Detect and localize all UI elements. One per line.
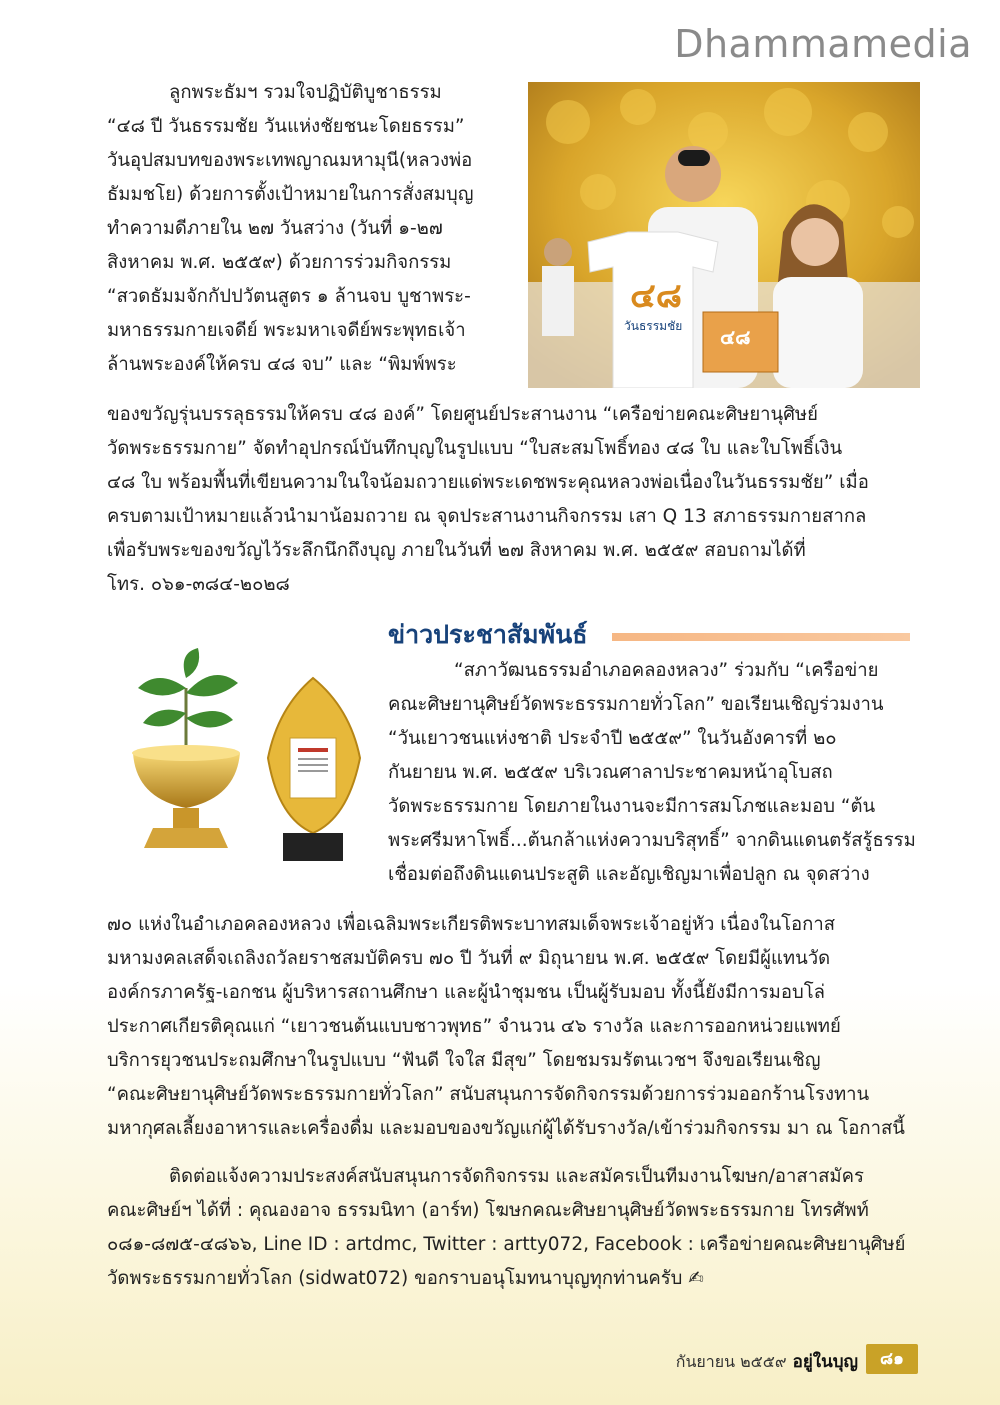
text-line: มหามงคลเสด็จเถลิงถวัลยราชสมบัติครบ ๗๐ ปี วันที่ ๙ มิถุนายน พ.ศ. ๒๕๕๙ โดยมีผู้แทนวัด: [107, 948, 831, 969]
text-line: มหาธรรมกายเจดีย์ พระมหาเจดีย์พระพุทธเจ้า: [107, 320, 466, 341]
magazine-brand: Dhammamedia: [674, 22, 972, 66]
text-line: บริการยุวชนประถมศึกษาในรูปแบบ “ฟันดี ใจใส มีสุข” โดยชมรมรัตนเวชฯ จึงขอเรียนเชิญ: [107, 1050, 821, 1071]
bodhi-tree-and-plaque-photo: [128, 648, 378, 868]
text-line: “คณะศิษยานุศิษย์วัดพระธรรมกายทั่วโลก” สนับสนุนการจัดกิจกรรมด้วยการร่วมออกร้านโรงทาน: [107, 1084, 870, 1105]
text-line: ๗๐ แห่งในอำเภอคลองหลวง เพื่อเฉลิมพระเกียรติพระบาทสมเด็จพระเจ้าอยู่หัว เนื่องในโอกาส: [107, 914, 836, 935]
paragraph-announcement-continued: [107, 908, 919, 1146]
shirt-number: ๔๘: [630, 276, 682, 316]
text-line: ทำความดีภายใน ๒๗ วันสว่าง (วันที่ ๑-๒๗: [107, 218, 443, 239]
text-line: ธัมมชโย) ด้วยการตั้งเป้าหมายในการสั่งสมบุญ: [107, 184, 474, 205]
text-line: ๐๘๑-๘๗๕-๔๘๖๖, Line ID : artdmc, Twitter : artty072, Facebook : เครือข่ายคณะศิษยานุศิษย์: [107, 1234, 906, 1255]
text-line: ลูกพระธัมฯ รวมใจปฏิบัติบูชาธรรม: [169, 82, 442, 103]
bodhi-tree-illustration: [128, 648, 378, 868]
text-line: “๔๘ ปี วันธรรมชัย วันแห่งชัยชนะโดยธรรม”: [107, 116, 465, 137]
section-heading: ข่าวประชาสัมพันธ์: [388, 620, 588, 649]
footer-date: กันยายน ๒๕๕๙: [675, 1352, 787, 1371]
text-line: “สภาวัฒนธรรมอำเภอคลองหลวง” ร่วมกับ “เครือข่าย: [454, 660, 879, 681]
footer-issue: [676, 1348, 858, 1375]
text-line: ๔๘ ใบ พร้อมพื้นที่เขียนความในใจน้อมถวายแด่พระเดชพระคุณหลวงพ่อเนื่องในวันธรรมชัย” เมื่อ: [107, 472, 869, 493]
text-line: วัดพระธรรมกาย” จัดทำอุปกรณ์บันทึกบุญในรูปแบบ “ใบสะสมโพธิ์ทอง ๔๘ ใบ และใบโพธิ์เงิน: [107, 438, 843, 459]
text-line: คณะศิษยานุศิษย์วัดพระธรรมกายทั่วโลก” ขอเรียนเชิญร่วมงาน: [388, 694, 884, 715]
event-photo: [528, 82, 920, 388]
card-number: ๔๘: [720, 325, 751, 349]
paragraph-intro: [107, 76, 495, 382]
text-line: พระศรีมหาโพธิ์...ต้นกล้าแห่งความบริสุทธิ์” จากดินแดนตรัสรู้ธรรม: [388, 830, 916, 851]
text-line: วันอุปสมบทของพระเทพญาณมหามุนี(หลวงพ่อ: [107, 150, 473, 171]
heading-accent-bar: [612, 633, 910, 641]
text-line: “สวดธัมมจักกัปปวัตนสูตร ๑ ล้านจบ บูชาพระ-: [107, 286, 471, 307]
text-line: วัดพระธรรมกาย โดยภายในงานจะมีการสมโภชและมอบ “ต้น: [388, 796, 876, 817]
text-line: คณะศิษย์ฯ ได้ที่ : คุณองอาจ ธรรมนิทา (อาร์ท) โฆษกคณะศิษยานุศิษย์วัดพระธรรมกาย โทรศัพท์: [107, 1200, 869, 1221]
text-line: เพื่อรับพระของขวัญไว้ระลึกนึกถึงบุญ ภายในวันที่ ๒๗ สิงหาคม พ.ศ. ๒๕๕๙ สอบถามได้ที่: [107, 540, 806, 561]
event-photo-illustration: [528, 82, 920, 388]
text-line: ของขวัญรุ่นบรรลุธรรมให้ครบ ๔๘ องค์” โดยศูนย์ประสานงาน “เครือข่ายคณะศิษยานุศิษย์: [107, 404, 818, 425]
text-line: “วันเยาวชนแห่งชาติ ประจำปี ๒๕๕๙” ในวันอังคารที่ ๒๐: [388, 728, 837, 749]
text-line: วัดพระธรรมกายทั่วโลก (sidwat072) ขอกราบอนุโมทนาบุญทุกท่านครับ ✍: [107, 1268, 704, 1289]
footer-magazine-name: อยู่ในบุญ: [792, 1352, 858, 1372]
text-line: เชื่อมต่อถึงดินแดนประสูติ และอัญเชิญมาเพื่อปลูก ณ จุดสว่าง: [388, 864, 870, 885]
text-line: โทร. ๐๖๑-๓๘๔-๒๐๒๘: [107, 574, 290, 595]
text-line: ครบตามเป้าหมายแล้วนำมาน้อมถวาย ณ จุดประสานงานกิจกรรม เสา Q 13 สภาธรรมกายสากล: [107, 506, 867, 527]
text-line: มหากุศลเลี้ยงอาหารและเครื่องดื่ม และมอบของขวัญแก่ผู้ได้รับรางวัล/เข้าร่วมกิจกรรม มา ณ โอกาสนี้: [107, 1118, 905, 1139]
text-line: ติดต่อแจ้งความประสงค์สนับสนุนการจัดกิจกรรม และสมัครเป็นทีมงานโฆษก/อาสาสมัคร: [169, 1166, 864, 1187]
paragraph-contact: [107, 1160, 919, 1296]
text-line: ประกาศเกียรติคุณแก่ “เยาวชนต้นแบบชาวพุทธ” จำนวน ๔๖ รางวัล และการออกหน่วยแพทย์: [107, 1016, 841, 1037]
shirt-caption: วันธรรมชัย: [624, 319, 683, 333]
text-line: ล้านพระองค์ให้ครบ ๔๘ จบ” และ “พิมพ์พระ: [107, 354, 457, 375]
paragraph-announcement: [388, 654, 918, 892]
text-line: กันยายน พ.ศ. ๒๕๕๙ บริเวณศาลาประชาคมหน้าอุโบสถ: [388, 762, 833, 783]
paragraph-continued: [107, 398, 919, 602]
text-line: สิงหาคม พ.ศ. ๒๕๕๙) ด้วยการร่วมกิจกรรม: [107, 252, 452, 273]
text-line: องค์กรภาครัฐ-เอกชน ผู้บริหารสถานศึกษา และผู้นำชุมชน เป็นผู้รับมอบ ทั้งนี้ยังมีการมอบโล่: [107, 982, 825, 1003]
page-number: ๘๑: [866, 1344, 918, 1374]
